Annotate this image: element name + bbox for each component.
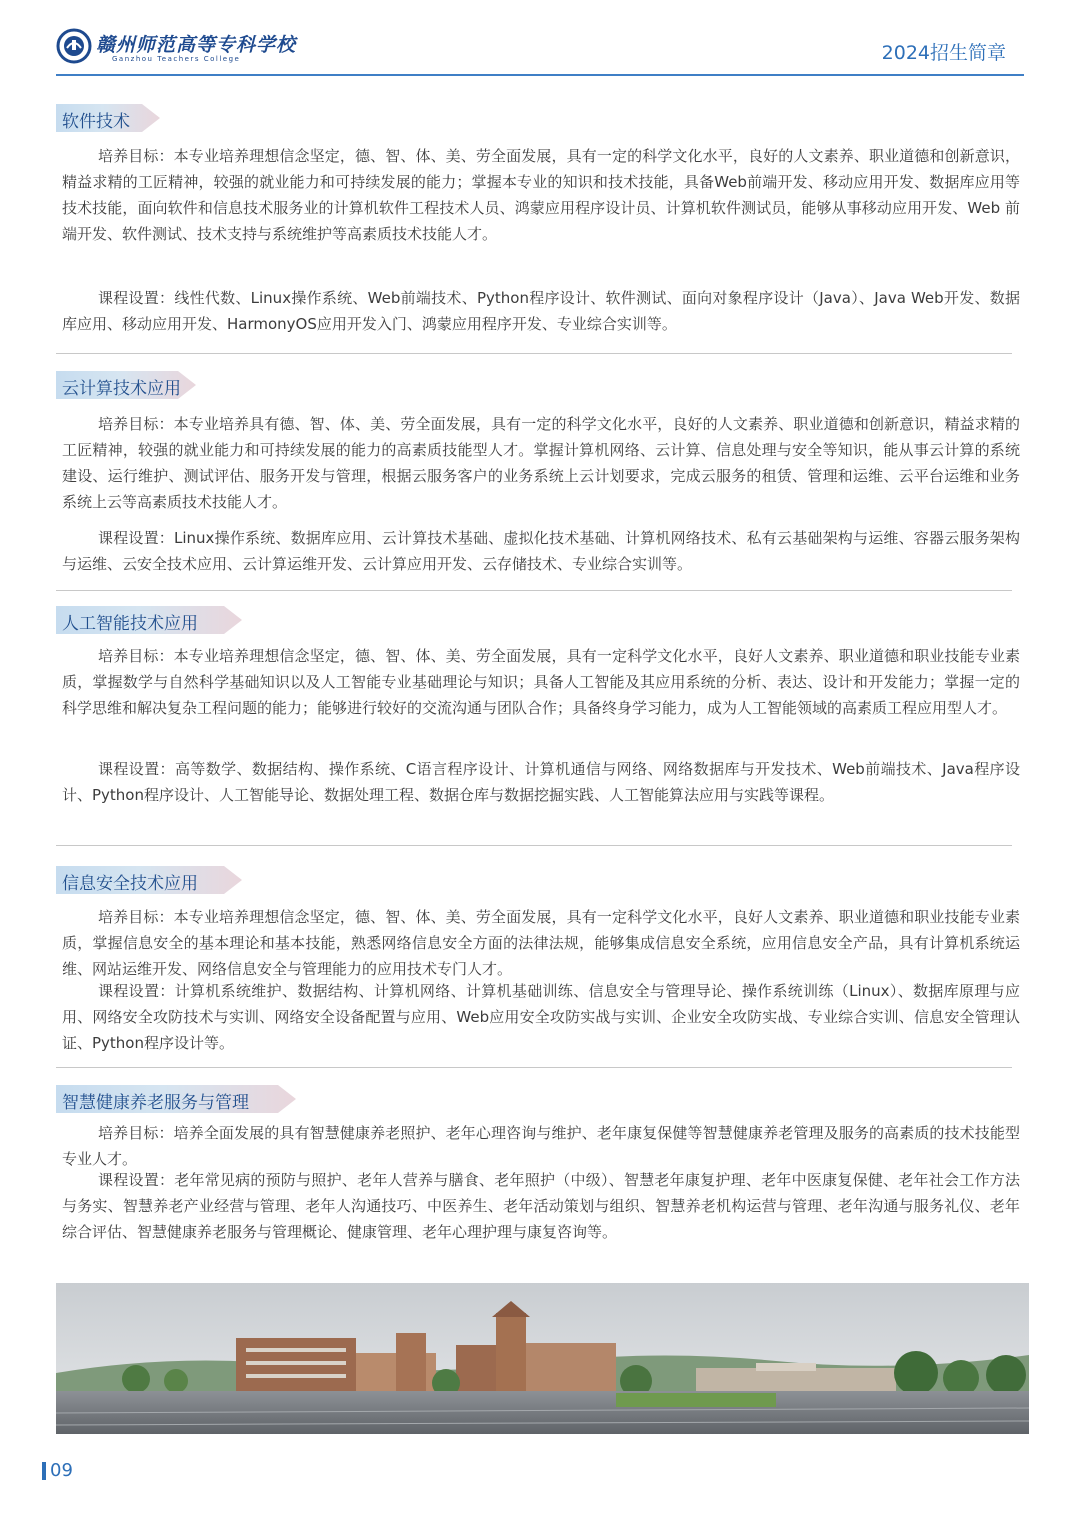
campus-panorama-image xyxy=(56,1283,1029,1434)
section-title-text: 智慧健康养老服务与管理 xyxy=(62,1093,249,1113)
section-courses-eldercare: 课程设置：老年常见病的预防与照护、老年人营养与膳食、老年照护（中级）、智慧老年康复护理、老年中医康复保健、老年社会工作方法与务实、智慧养老产业经营与管理、老年人沟通技巧、中医养生、老年活动策划与组织、智慧养老机构运营与管理、老年沟通与服务礼仪、老年综合评估、智慧健康养老服务与管理概论、健康管理、老年心理护理与康复咨询等。 xyxy=(62,1171,1020,1241)
section-goal-ai: 培养目标：本专业培养理想信念坚定，德、智、体、美、劳全面发展，具有一定科学文化水平，良好人文素养、职业道德和职业技能专业素质，掌握数学与自然科学基础知识以及人工智能专业基础理论与知识；具备人工智能及其应用系统的分析、表达、设计和开发能力；掌握一定的科学思维和解决复杂工程问题的能力；能够进行较好的交流沟通与团队合作；具备终身学习能力，成为人工智能领域的高素质工程应用型人才。 xyxy=(62,647,1020,717)
campus-panorama-photo xyxy=(56,1283,1029,1434)
brochure-title: 2024招生简章 xyxy=(881,42,1006,64)
section-title-eldercare xyxy=(56,1085,249,1113)
section-title-text: 人工智能技术应用 xyxy=(62,614,198,634)
school-emblem-icon xyxy=(56,28,92,64)
school-logo xyxy=(56,28,297,68)
section-divider xyxy=(56,353,1012,354)
section-divider xyxy=(56,1067,1012,1068)
section-divider xyxy=(56,590,1012,591)
section-courses-ai: 课程设置：高等数学、数据结构、操作系统、C语言程序设计、计算机通信与网络、网络数据库与开发技术、Web前端技术、Java程序设计、Python程序设计、人工智能导论、数据处理工程、数据仓库与数据挖掘实践、人工智能算法应用与实践等课程。 xyxy=(62,760,1020,804)
section-title-text: 信息安全技术应用 xyxy=(62,874,198,894)
section-courses-cloud: 课程设置：Linux操作系统、数据库应用、云计算技术基础、虚拟化技术基础、计算机网络技术、私有云基础架构与运维、容器云服务架构与运维、云安全技术应用、云计算运维开发、云计算应用开发、云存储技术、专业综合实训等。 xyxy=(62,529,1020,573)
page-number-text: 09 xyxy=(50,1460,73,1481)
school-name-en: Ganzhou Teachers College xyxy=(112,55,241,63)
section-goal-infosec: 培养目标：本专业培养理想信念坚定，德、智、体、美、劳全面发展，具有一定科学文化水平，良好人文素养、职业道德和职业技能专业素质，掌握信息安全的基本理论和基本技能，熟悉网络信息安全方面的法律法规，能够集成信息安全系统，应用信息安全产品，具有计算机系统运维、网站运维开发、网络信息安全与管理能力的应用技术专门人才。 xyxy=(62,908,1020,978)
section-title-ai xyxy=(56,606,198,634)
section-title-software xyxy=(56,104,166,132)
section-title-infosec xyxy=(56,866,198,894)
section-goal-eldercare: 培养目标：培养全面发展的具有智慧健康养老照护、老年心理咨询与维护、老年康复保健等智慧健康养老管理及服务的高素质的技术技能型专业人才。 xyxy=(62,1124,1020,1168)
section-divider xyxy=(56,845,1012,846)
section-goal-cloud: 培养目标：本专业培养具有德、智、体、美、劳全面发展，具有一定的科学文化水平，良好的人文素养、职业道德和创新意识，精益求精的工匠精神，较强的就业能力和可持续发展的能力的高素质技能型人才。掌握计算机网络、云计算、信息处理与安全等知识，能从事云计算的系统建设、运行维护、测试评估、服务开发与管理，根据云服务客户的业务系统上云计划要求，完成云服务的租赁、管理和运维、云平台运维和业务系统上云等高素质技术技能人才。 xyxy=(62,415,1020,511)
section-courses-infosec: 课程设置：计算机系统维护、数据结构、计算机网络、计算机基础训练、信息安全与管理导论、操作系统训练（Linux）、数据库原理与应用、网络安全攻防技术与实训、网络安全设备配置与应用、Web应用安全攻防实战与实训、企业安全攻防实战、专业综合实训、信息安全管理认证、Python程序设计等。 xyxy=(62,982,1020,1052)
header-divider xyxy=(56,74,1024,76)
section-title-cloud xyxy=(56,371,181,399)
section-courses-software: 课程设置：线性代数、Linux操作系统、Web前端技术、Python程序设计、软件测试、面向对象程序设计（Java）、Java Web开发、数据库应用、移动应用开发、HarmonyOS应用开发入门、鸿蒙应用程序开发、专业综合实训等。 xyxy=(62,289,1020,333)
section-title-text: 云计算技术应用 xyxy=(62,379,181,399)
page-number-marker xyxy=(42,1462,46,1480)
section-title-text: 软件技术 xyxy=(62,112,130,132)
page-header xyxy=(0,0,1080,90)
section-goal-software: 培养目标：本专业培养理想信念坚定，德、智、体、美、劳全面发展，具有一定的科学文化水平，良好的人文素养、职业道德和创新意识，精益求精的工匠精神，较强的就业能力和可持续发展的能力；掌握本专业的知识和技术技能，具备Web前端开发、移动应用开发、数据库应用等技术技能，面向软件和信息技术服务业的计算机软件工程技术人员、鸿蒙应用程序设计员、计算机软件测试员，能够从事移动应用开发、Web 前端开发、软件测试、技术支持与系统维护等高素质技术技能人才。 xyxy=(62,147,1020,243)
school-name-cn: 赣州师范高等专科学校 xyxy=(96,34,297,56)
